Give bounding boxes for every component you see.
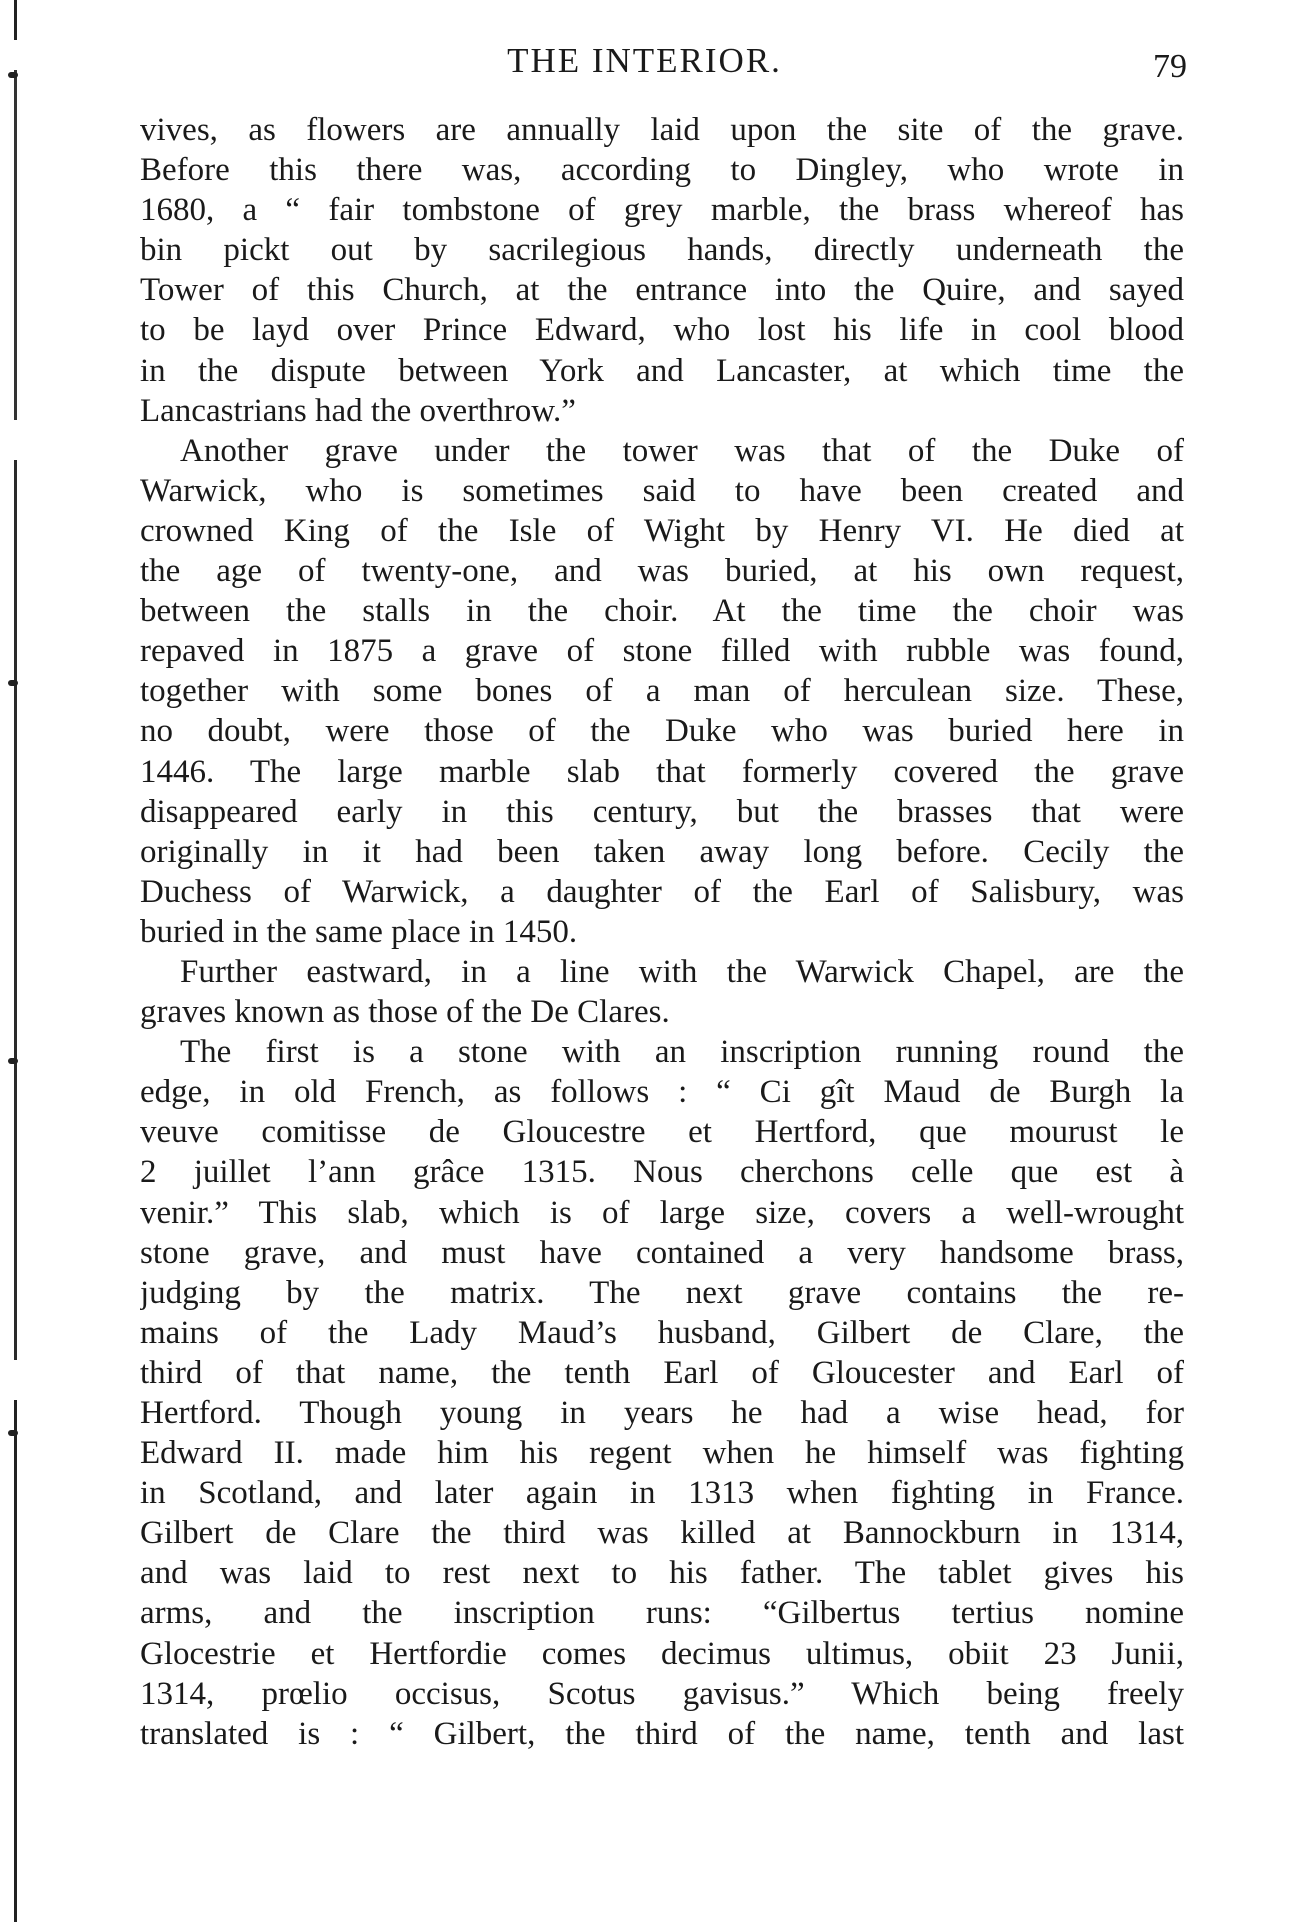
text-line: 2 juillet l’ann grâce 1315. Nous cherchons celle que est à — [140, 1154, 1184, 1191]
text-line: crowned King of the Isle of Wight by Henry VI. He died at — [140, 512, 1184, 549]
text-line: 1446. The large marble slab that formerly covered the grave — [140, 753, 1184, 790]
text-line: Edward II. made him his regent when he himself was fighting — [140, 1435, 1184, 1472]
text-line: vives, as flowers are annually laid upon the site of the grave. — [140, 112, 1184, 148]
text-line: between the stalls in the choir. At the time the choir was — [140, 593, 1184, 630]
running-head — [0, 36, 1289, 86]
text-line: and was laid to rest next to his father. The tablet gives his — [140, 1555, 1184, 1592]
text-line: stone grave, and must have contained a very handsome brass, — [140, 1234, 1184, 1271]
text-line: third of that name, the tenth Earl of Gloucester and Earl of — [140, 1354, 1184, 1391]
text-line: bin pickt out by sacrilegious hands, directly underneath the — [140, 232, 1184, 269]
text-line: 1314, prœlio occisus, Scotus gavisus.” Which being freely — [140, 1675, 1184, 1712]
text-line: mains of the Lady Maud’s husband, Gilbert de Clare, the — [140, 1314, 1184, 1351]
text-line: originally in it had been taken away long before. Cecily the — [140, 833, 1184, 870]
text-line: venir.” This slab, which is of large size, covers a well-wrought — [140, 1194, 1184, 1231]
text-line: in Scotland, and later again in 1313 when fighting in France. — [140, 1475, 1184, 1512]
text-line: judging by the matrix. The next grave contains the re- — [140, 1274, 1184, 1311]
text-line: edge, in old French, as follows : “ Ci gît Maud de Burgh la — [140, 1074, 1184, 1111]
text-line: to be layd over Prince Edward, who lost his life in cool blood — [140, 312, 1184, 349]
text-line: Another grave under the tower was that of the Duke of — [180, 432, 1184, 469]
text-line: The first is a stone with an inscription running round the — [180, 1034, 1184, 1071]
body-text — [140, 110, 1184, 1754]
scan-mark — [8, 1430, 18, 1436]
text-line: Glocestrie et Hertfordie comes decimus ultimus, obiit 23 Junii, — [140, 1635, 1184, 1672]
running-title: THE INTERIOR. — [507, 41, 782, 80]
page-number: 79 — [1153, 48, 1187, 85]
scan-edge-line — [14, 0, 17, 1922]
scan-mark — [8, 680, 18, 686]
text-line: repaved in 1875 a grave of stone filled with rubble was found, — [140, 633, 1184, 670]
text-line: Warwick, who is sometimes said to have been created and — [140, 472, 1184, 509]
text-line: graves known as those of the De Clares. — [140, 994, 670, 1031]
text-line: translated is : “ Gilbert, the third of the name, tenth and last — [140, 1715, 1184, 1752]
text-line: Gilbert de Clare the third was killed at Bannockburn in 1314, — [140, 1515, 1184, 1552]
text-line: Hertford. Though young in years he had a wise head, for — [140, 1395, 1184, 1431]
text-line: Tower of this Church, at the entrance into the Quire, and sayed — [140, 272, 1184, 309]
text-line: veuve comitisse de Gloucestre et Hertford, que mourust le — [140, 1114, 1184, 1151]
text-line: Lancastrians had the overthrow.” — [140, 392, 576, 429]
text-line: Further eastward, in a line with the Warwick Chapel, are the — [180, 953, 1184, 990]
text-line: Duchess of Warwick, a daughter of the Earl of Salisbury, was — [140, 873, 1184, 910]
text-line: in the dispute between York and Lancaster, at which time the — [140, 352, 1184, 389]
text-line: buried in the same place in 1450. — [140, 913, 578, 950]
text-line: 1680, a “ fair tombstone of grey marble, the brass whereof has — [140, 192, 1184, 229]
text-line: disappeared early in this century, but the brasses that were — [140, 793, 1184, 830]
text-line: arms, and the inscription runs: “Gilbertus tertius nomine — [140, 1595, 1184, 1632]
scan-mark — [8, 1058, 18, 1064]
text-line: the age of twenty-one, and was buried, at his own request, — [140, 553, 1184, 590]
text-line: together with some bones of a man of herculean size. These, — [140, 673, 1184, 710]
text-line: no doubt, were those of the Duke who was buried here in — [140, 713, 1184, 750]
text-line: Before this there was, according to Dingley, who wrote in — [140, 152, 1184, 189]
